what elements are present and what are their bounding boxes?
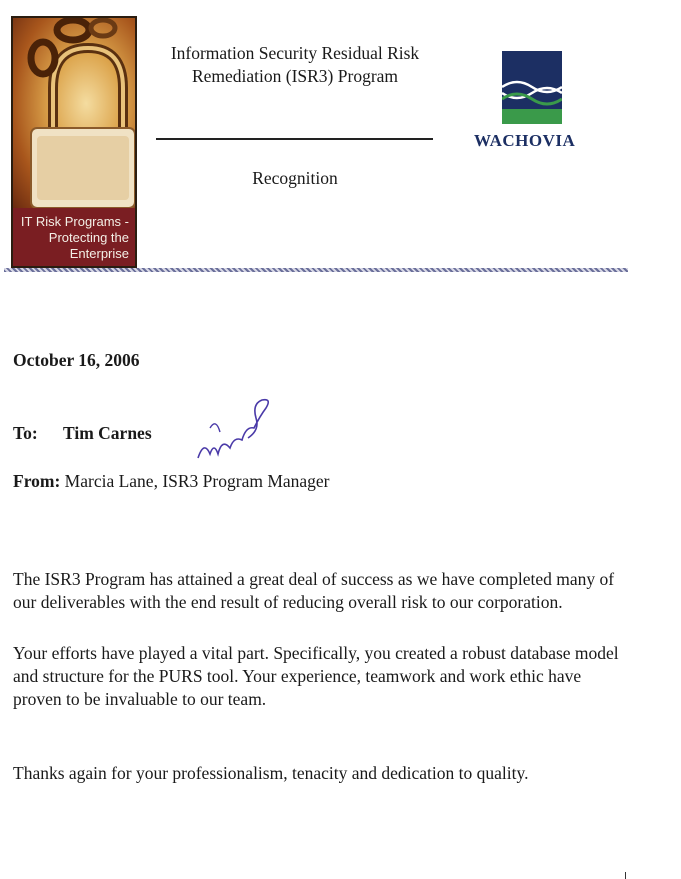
to-label: To: — [13, 423, 38, 443]
banner-caption-line: Enterprise — [69, 246, 129, 261]
padlock-chain-image — [13, 18, 135, 208]
program-title — [150, 42, 440, 88]
body-paragraph-1: The ISR3 Program has attained a great deal of success as we have completed many of our deliverables with the end result of reducing overall risk to our corporation. — [13, 569, 615, 612]
body-paragraph-2: Your efforts have played a vital part. Specifically, you created a robust database model and structure for the PURS tool. Your experience, teamwork and work ethic have proven to be invaluable to our team. — [13, 643, 619, 709]
wachovia-logo-icon — [502, 51, 562, 124]
from-value: Marcia Lane, ISR3 Program Manager — [64, 471, 330, 491]
to-value: Tim Carnes — [63, 423, 152, 443]
banner-caption — [13, 208, 135, 268]
memo-date: October 16, 2006 — [13, 350, 140, 370]
it-risk-banner — [11, 16, 137, 268]
handwritten-signature — [190, 388, 280, 472]
memo-to-line — [13, 423, 152, 444]
page-mark — [625, 872, 626, 879]
header-divider-stripe — [4, 268, 628, 272]
section-title: Recognition — [252, 168, 338, 188]
program-title-line1: Information Security Residual Risk — [170, 43, 420, 63]
memo-from-line — [13, 471, 330, 492]
banner-caption-line: Protecting the — [48, 230, 129, 245]
banner-caption-line: IT Risk Programs - — [20, 214, 129, 229]
from-label: From: — [13, 471, 61, 491]
wachovia-logo-wordmark: WACHOVIA — [474, 131, 576, 150]
body-paragraph-3: Thanks again for your professionalism, tenacity and dedication to quality. — [13, 763, 529, 783]
title-divider — [156, 138, 433, 140]
program-title-line2: Remediation (ISR3) Program — [191, 66, 399, 86]
